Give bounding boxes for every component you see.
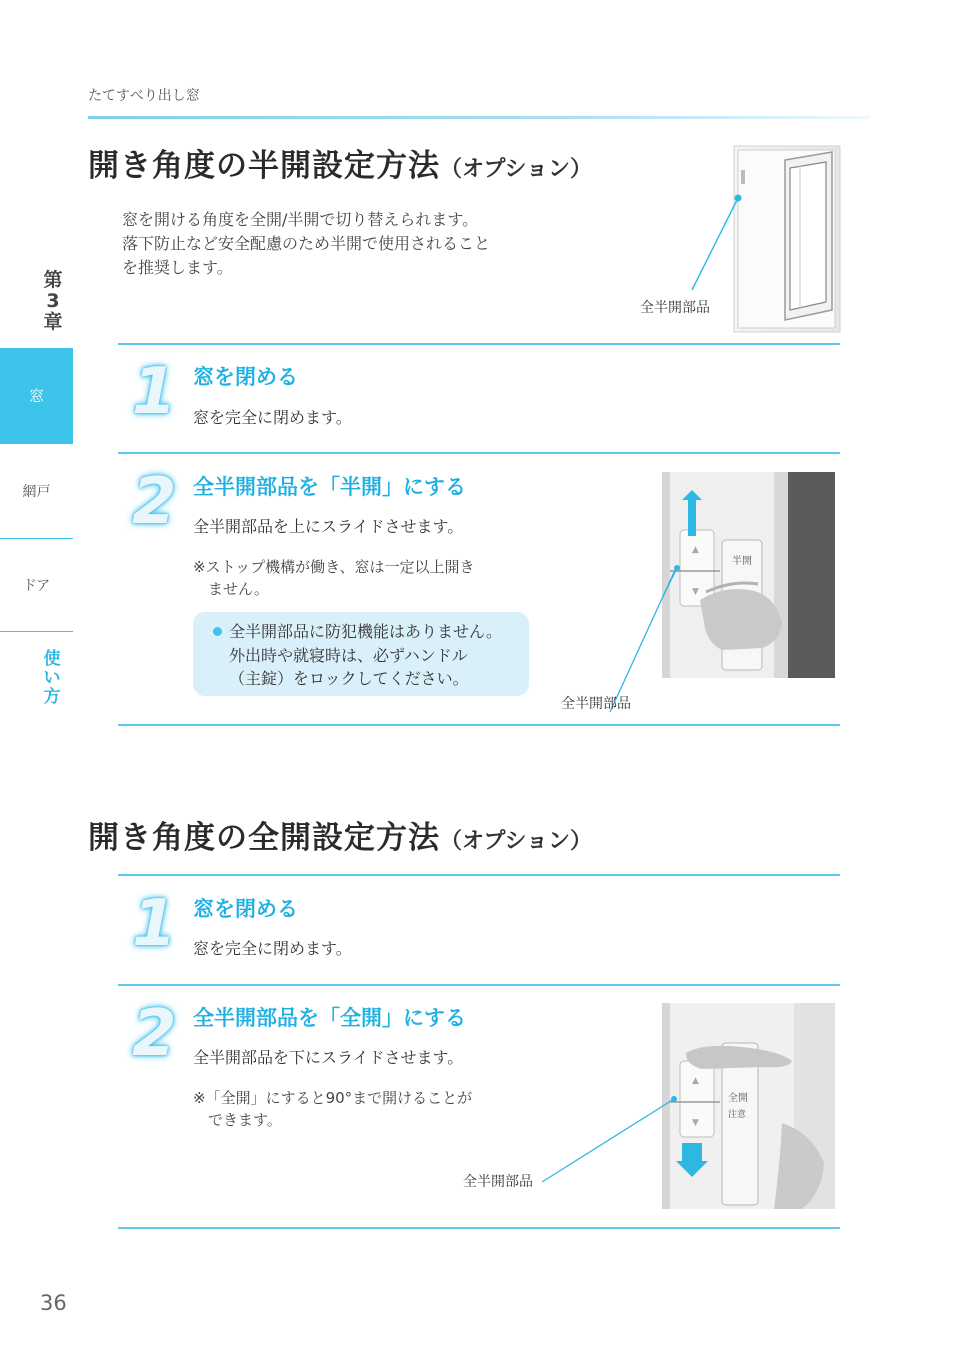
step-divider [118,1227,840,1229]
step-number: 2 [132,997,177,1071]
sidebar-tab-label: 窓 [28,387,44,405]
svg-text:▼: ▼ [692,587,699,597]
vertical-char: 使 [43,649,61,669]
intro-line: 落下防止など安全配慮のため半開で使用されること [122,234,491,253]
callout-line [692,198,738,290]
step-title: 全半開部品を「半開」にする [193,475,466,499]
sidebar-vertical-label [0,650,104,707]
svg-text:▼: ▼ [692,1118,699,1128]
section2-title-suffix: （オプション） [440,829,593,854]
step-divider [118,874,840,876]
svg-text:▲: ▲ [692,545,699,555]
section2-title [88,812,592,857]
header-category: たてすべり出し窓 [88,88,200,104]
chapter-char: 章 [43,311,63,333]
step-divider [118,984,840,986]
step-number: 1 [132,887,177,961]
photo-label: 半開 [732,556,752,567]
step-number: 2 [132,465,177,539]
note-line: できます。 [193,1111,282,1129]
photo-full-open [662,1003,835,1209]
vertical-char: い [43,668,61,688]
step-text: 窓を完全に閉めます。 [193,408,352,427]
note-line: ※ストップ機構が働き、窓は一定以上開き [193,558,475,576]
step-divider [118,724,840,726]
note-line: ※「全開」にすると90°まで開けることが [193,1089,473,1107]
step-note [193,556,475,600]
vertical-char: 方 [43,687,61,707]
photo-callout: 全半開部品 [561,696,631,712]
step-title: 窓を閉める [193,365,298,389]
step-divider [118,343,840,345]
bullet-icon [213,627,222,636]
step-text: 全半開部品を上にスライドさせます。 [193,517,464,536]
chapter-char: 第 [43,269,63,291]
info-line: 外出時や就寝時は、必ずハンドル [229,646,468,665]
step-title: 全半開部品を「全開」にする [193,1006,466,1030]
section2-title-main: 開き角度の全開設定方法 [88,820,440,856]
sidebar-divider [0,538,73,539]
sidebar-item-screen[interactable]: 網戸 [22,484,51,500]
info-line: 全半開部品に防犯機能はありません。 [229,622,502,641]
chapter-char: 3 [46,290,60,312]
callout-line [540,1090,680,1190]
section1-title-suffix: （オプション） [440,157,593,182]
svg-text:▲: ▲ [692,1076,699,1086]
step-divider [118,452,840,454]
section1-intro [122,208,562,280]
sidebar-tab-window[interactable] [0,348,73,444]
step-text: 窓を完全に閉めます。 [193,939,352,958]
sidebar-divider [0,631,73,632]
sidebar-chapter [34,270,72,333]
step-note [193,1087,472,1131]
photo-callout: 全半開部品 [463,1174,533,1190]
window-illustration [600,140,845,335]
intro-line: を推奨します。 [122,258,233,277]
section1-title [88,140,592,185]
photo-half-open [662,472,835,678]
photo-label: 全開 [728,1093,748,1104]
step-title: 窓を閉める [193,897,298,921]
section1-title-main: 開き角度の半開設定方法 [88,148,440,184]
step-text: 全半開部品を下にスライドさせます。 [193,1048,464,1067]
note-line: ません。 [193,580,269,598]
intro-line: 窓を開ける角度を全開/半開で切り替えられます。 [122,210,479,229]
header-rule [88,116,870,119]
info-box [193,612,529,696]
figure-callout: 全半開部品 [640,300,710,316]
sidebar-item-door[interactable]: ドア [22,578,51,594]
page-number: 36 [40,1291,67,1315]
info-line: （主錠）をロックしてください。 [229,669,469,688]
photo-label: 注意 [728,1110,747,1120]
step-number: 1 [132,355,177,429]
